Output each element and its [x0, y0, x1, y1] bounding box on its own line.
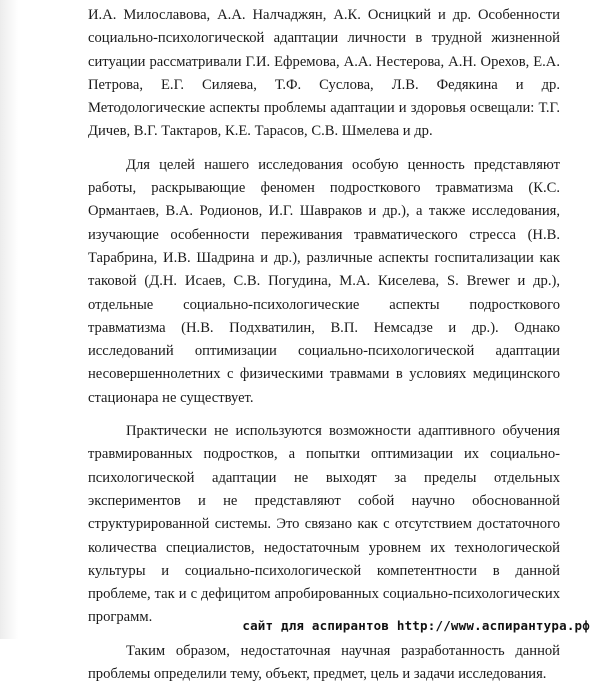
- paragraph-adaptive-learning: Практически не используются возможности адаптивного обучения травмированных подростков, а попытки оптимизации их социально-психологической адаптации не выходят за пределы отдельных экспериментов и не представляют собой научно обоснованной структурированной системы. Это связано как с отсутствием достаточного количества специалистов, недостаточным уровнем их технологической культуры и социально-психологической компетентности в данной проблеме, так и с дефицитом апробированных социально-психологических программ.: [88, 423, 560, 626]
- scan-edge-shadow: [0, 0, 18, 639]
- document-body: [88, 4, 560, 686]
- site-watermark: сайт для аспирантов http://www.аспирантура.рф: [242, 618, 590, 633]
- paragraph-continuation: И.А. Милославова, А.А. Налчаджян, А.К. Осницкий и др. Особенности социально-психологической адаптации личности в трудной жизненной ситуации рассматривали Г.И. Ефремова, А.А. Нестерова, А.Н. Орехов, Е.А. Петрова, Е.Г. Силяева, Т.Ф. Суслова, Л.В. Федякина и др. Методологические аспекты проблемы адаптации и здоровья освещали: Т.Г. Дичев, В.Г. Тактаров, К.Е. Тарасов, С.В. Шмелева и др.: [88, 7, 560, 140]
- paragraph-research-value: Для целей нашего исследования особую ценность представляют работы, раскрывающие феномен подросткового травматизма (К.С. Ормантаев, В.А. Родионов, И.Г. Шавраков и др.), а также исследования, изучающие особенности переживания травматического стресса (Н.В. Тарабрина, И.В. Шадрина и др.), различные аспекты госпитализации как таковой (Д.Н. Исаев, С.В. Погудина, М.А. Киселева, S. Brewer и др.), отдельные социально-психологические аспекты подросткового травматизма (Н.В. Подхватилин, В.П. Немсадзе и др.). Однако исследований оптимизации социально-психологической адаптации несовершеннолетних с физическими травмами в условиях медицинского стационара не существует.: [88, 156, 560, 406]
- paragraph-conclusion: Таким образом, недостаточная научная разработанность данной проблемы определили тему, объект, предмет, цель и задачи исследования.: [88, 642, 560, 683]
